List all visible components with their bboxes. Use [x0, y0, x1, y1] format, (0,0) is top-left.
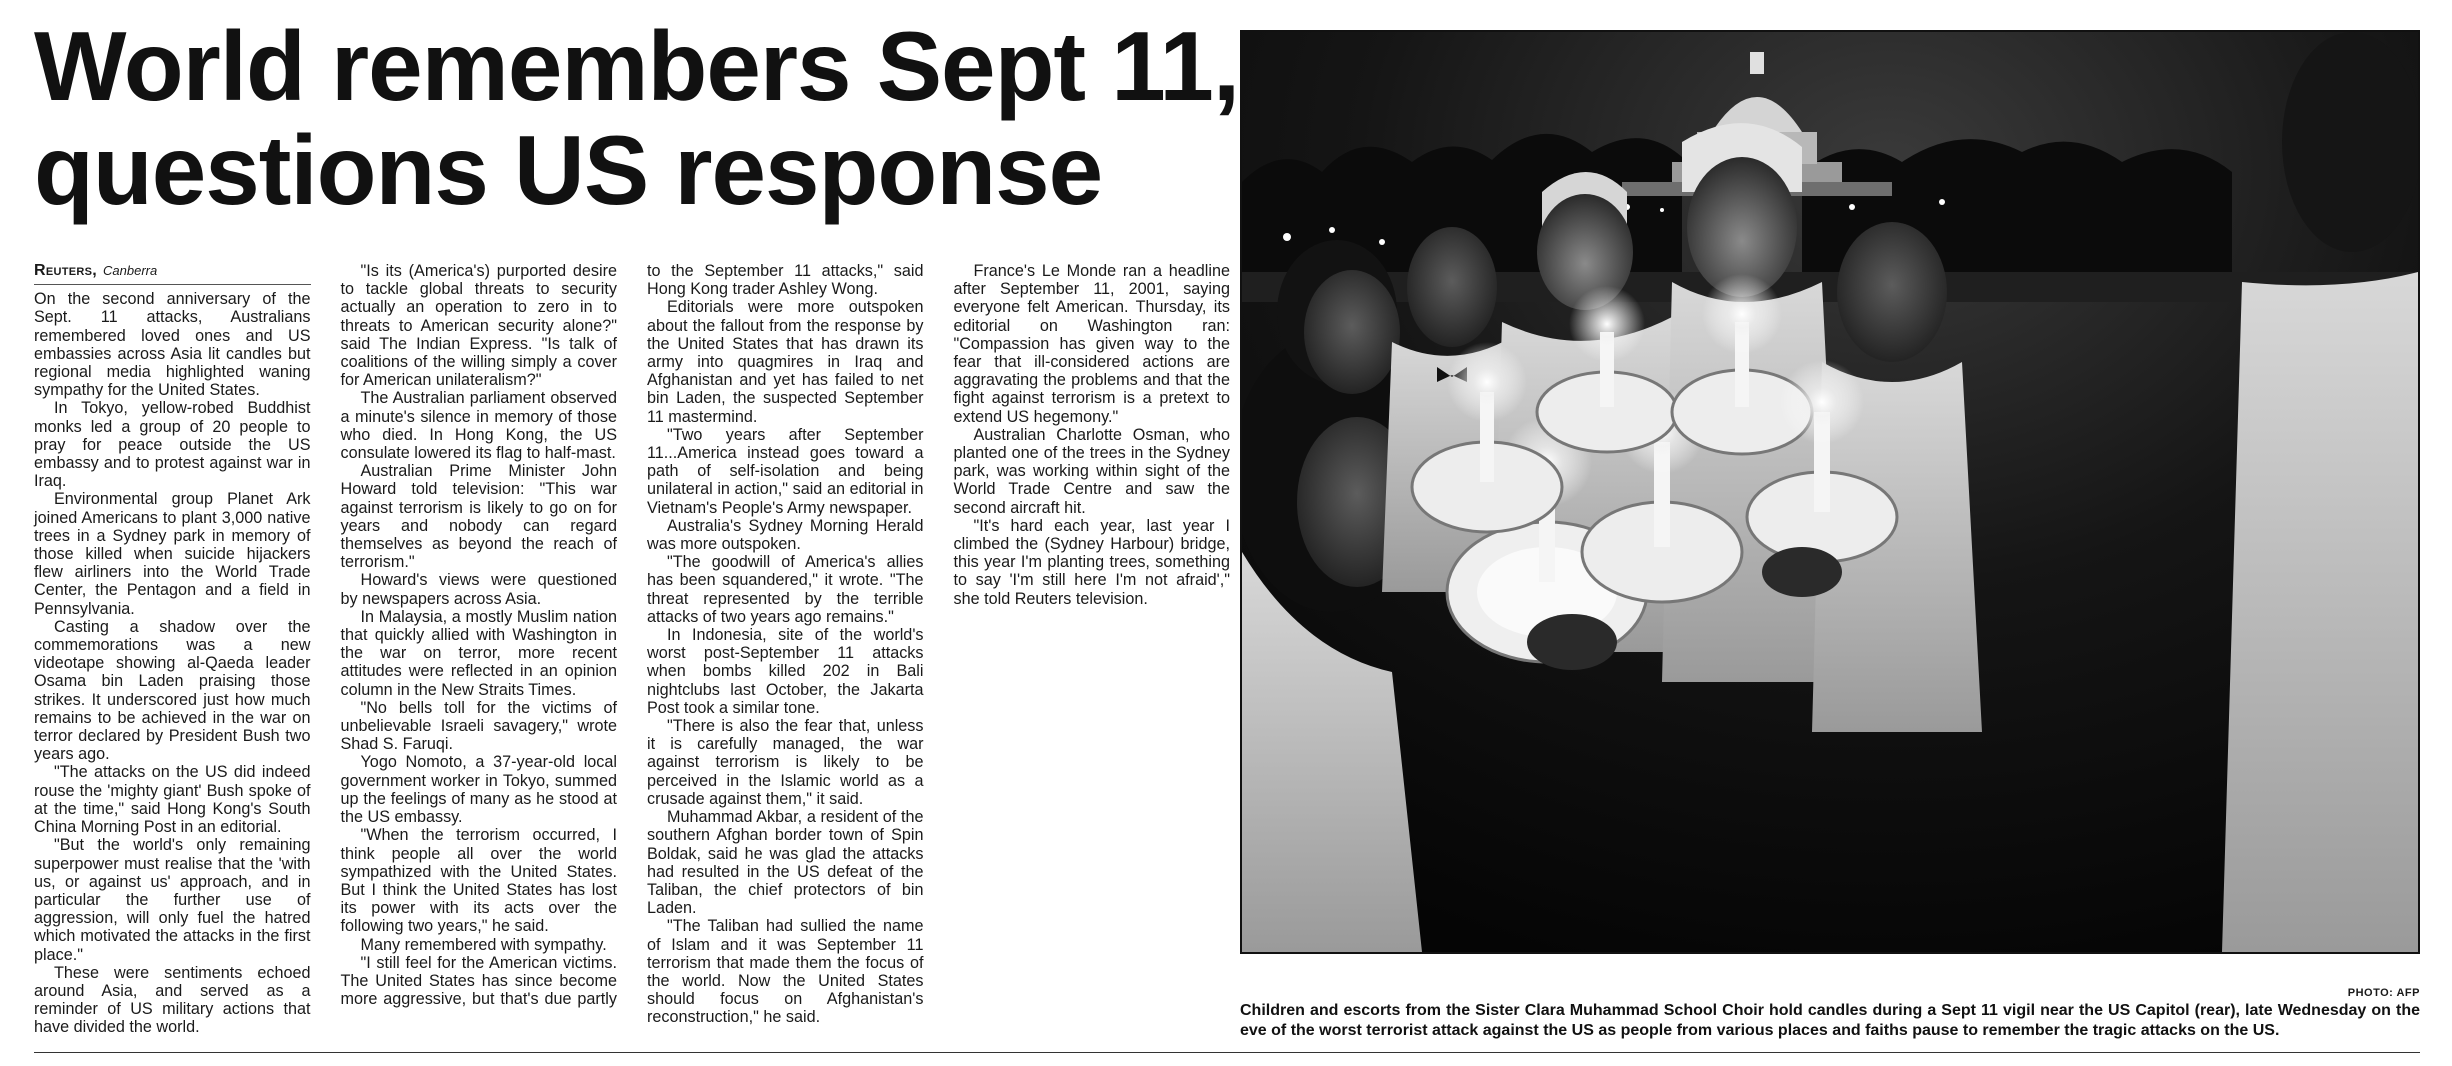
article-paragraph: "The goodwill of America's allies has been squandered," it wrote. "The threat represented by the terrible attacks of two years ago remains.": [647, 553, 924, 626]
headline-line-2: questions US response: [34, 115, 1103, 225]
article-paragraph: "The attacks on the US did indeed rouse the 'mighty giant' Bush spoke of at the time," said Hong Kong's South China Morning Post in an editorial.: [34, 763, 311, 837]
bottom-divider: [34, 1052, 2420, 1053]
byline-agency: Reuters,: [34, 262, 98, 279]
article-paragraph: Environmental group Planet Ark joined Americans to plant 3,000 native trees in a Sydney park in memory of those killed when suicide hijackers flew airliners into the World Trade Center, the Pentagon and a field in Pennsylvania.: [34, 490, 311, 618]
photo-credit: PHOTO: AFP: [2347, 987, 2420, 999]
article-paragraph: "But the world's only remaining superpower must realise that the 'with us, or against us' approach, and in particular the further use of aggression, will only fuel the hatred which motivated the attacks in the first place.": [34, 836, 311, 964]
article-paragraph: Australia's Sydney Morning Herald was more outspoken.: [647, 516, 924, 554]
article-paragraph: In Indonesia, site of the world's worst post-September 11 attacks when bombs killed 202 in Bali nightclubs last October, the Jakarta Post took a similar tone.: [647, 626, 924, 717]
headline: [34, 11, 1240, 225]
article-paragraph: Muhammad Akbar, a resident of the southern Afghan border town of Spin Boldak, said he was glad the attacks had resulted in the US defeat of the Taliban, the chief protectors of bin Laden.: [647, 808, 924, 918]
article-paragraph: "It's hard each year, last year I climbed the (Sydney Harbour) bridge, this year I'm planting trees, something to say 'I'm still here I'm not afraid'," she told Reuters television.: [953, 516, 1230, 608]
article-paragraph: Casting a shadow over the commemorations was a new videotape showing al-Qaeda leader Osama bin Laden praising those strikes. It underscored just how much remains to be achieved in the war on terror declared by President Bush two years ago.: [34, 617, 311, 764]
article-paragraph: On the second anniversary of the Sept. 11 attacks, Australians remembered loved ones and US embassies across Asia lit candles but regional media highlighted waning sympathy for the United States.: [34, 290, 311, 400]
article-paragraph: "Is its (America's) purported desire to tackle global threats to security actually an operation to zero in to threats to American security alone?" said The Indian Express. "Is talk of coalitions of the willing simply a cover for American unilateralism?": [340, 262, 617, 390]
article-paragraph: France's Le Monde ran a headline after September 11, 2001, saying everyone felt American. Thursday, its editorial on Washington ran: "Compassion has given way to the fear that ill-considered actions are aggravating the problems and that the fight against terrorism is a pretext to extend US hegemony.": [953, 262, 1230, 426]
article-paragraph: Howard's views were questioned by newspapers across Asia.: [340, 571, 617, 608]
article-paragraph: Australian Charlotte Osman, who planted one of the trees in the Sydney park, was working within sight of the World Trade Centre and saw the second aircraft hit.: [953, 425, 1230, 517]
article-paragraph: The Australian parliament observed a minute's silence in memory of those who died. In Hong Kong, the US consulate lowered its flag to half-mast.: [340, 389, 617, 463]
article-paragraph: In Tokyo, yellow-robed Buddhist monks led a group of 20 people to pray for peace outside the US embassy and to protest against war in Iraq.: [34, 399, 311, 491]
byline: [34, 262, 311, 285]
article-paragraph: Many remembered with sympathy.: [360, 935, 607, 954]
article-paragraph: Editorials were more outspoken about the fallout from the response by the United States that has drawn its army into quagmires in Iraq and Afghanistan and yet has failed to net bin Laden, the suspected September 11 mastermind.: [647, 298, 924, 426]
article-paragraph: "No bells toll for the victims of unbelievable Israeli savagery," wrote Shad S. Faruqi.: [340, 698, 617, 754]
byline-location: Canberra: [103, 263, 158, 278]
vigil-photo: [1240, 30, 2420, 954]
article-paragraph: "When the terrorism occurred, I think people all over the world sympathized with the United States. But I think the United States has lost its power with its acts over the following two years," he said.: [340, 826, 617, 936]
article-body: [34, 262, 1230, 1038]
article-paragraph: "I still feel for the American victims. The United States has since become more aggressive, but that's due partly to the September 11 attacks," said Hong Kong trader Ashley Wong.: [340, 262, 924, 1009]
article-paragraph: Yogo Nomoto, a 37-year-old local government worker in Tokyo, summed up the feelings of many as he stood at the US embassy.: [340, 753, 617, 827]
headline-line-1: World remembers Sept 11,: [34, 11, 1240, 121]
article-paragraph: "There is also the fear that, unless it is carefully managed, the war against terrorism is likely to be perceived in the Islamic world as a crusade against them," it said.: [647, 717, 924, 808]
article-paragraph: "Two years after September 11...America instead goes toward a path of self-isolation and being unilateral in action," said an editorial in Vietnam's People's Army newspaper.: [647, 425, 924, 517]
article-paragraph: "The Taliban had sullied the name of Islam and it was September 11 terrorism that made them the focus of the world. Now the United States should focus on Afghanistan's reconstruction," he said.: [647, 917, 924, 1027]
article-paragraph: These were sentiments echoed around Asia, and served as a reminder of US military actions that have divided the world.: [34, 963, 311, 1037]
photo-caption: Children and escorts from the Sister Clara Muhammad School Choir hold candles during a Sept 11 vigil near the US Capitol (rear), late Wednesday on the eve of the worst terrorist attack against the US as people from various places and faiths pause to remember the tragic attacks on the US.: [1240, 1002, 2420, 1039]
article-paragraph: Australian Prime Minister John Howard told television: "This war against terrorism is likely to go on for years and nobody can regard themselves as beyond the reach of terrorism.": [340, 462, 617, 572]
article-paragraph: In Malaysia, a mostly Muslim nation that quickly allied with Washington in the war on terror, more recent attitudes were reflected in an opinion column in the New Straits Times.: [340, 607, 617, 699]
